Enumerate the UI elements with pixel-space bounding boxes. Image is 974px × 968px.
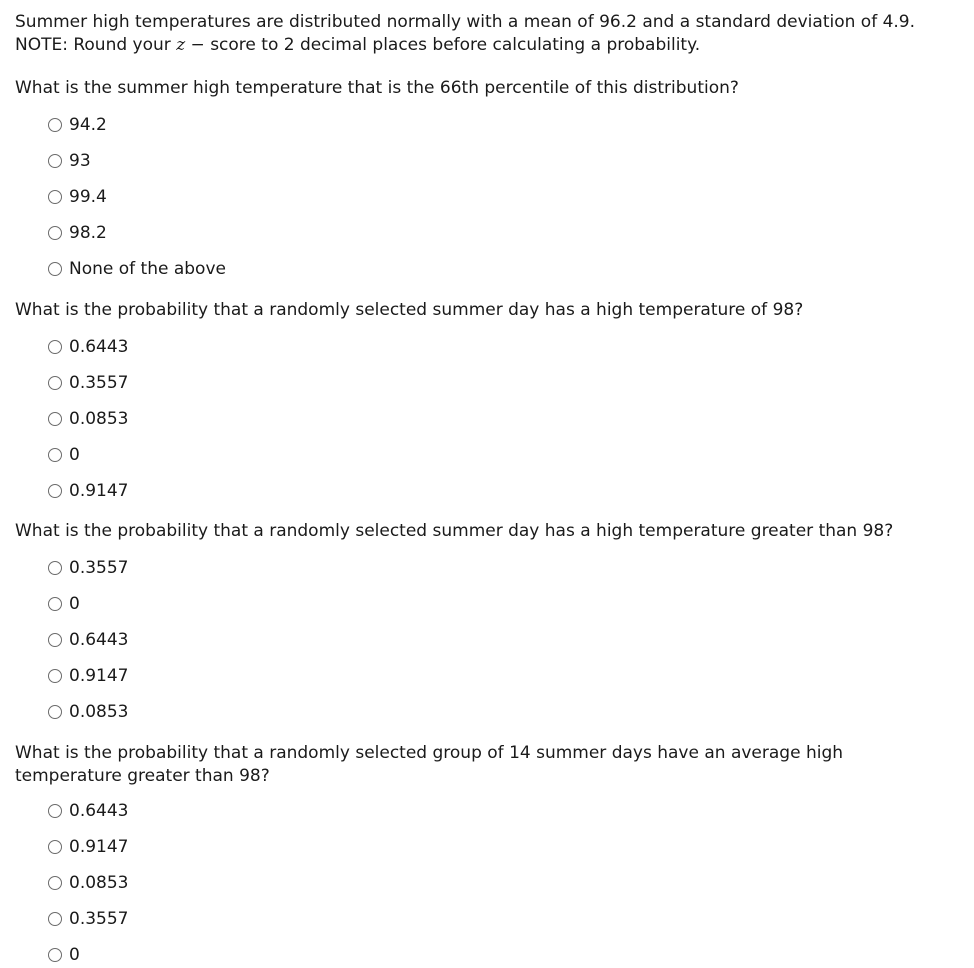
radio-button[interactable] (48, 840, 62, 854)
radio-button[interactable] (48, 597, 62, 611)
option-label: 0 (69, 945, 80, 965)
radio-button[interactable] (48, 633, 62, 647)
option-label: 99.4 (69, 187, 107, 207)
question-4-text-line-1: What is the probability that a randomly selected group of 14 summer days have an average high (15, 743, 844, 763)
radio-button[interactable] (48, 412, 62, 426)
q2-option-3[interactable] (48, 407, 128, 431)
q2-option-2[interactable] (48, 371, 128, 395)
z-variable: z − (176, 35, 211, 55)
option-label: 0.9147 (69, 481, 129, 501)
q3-option-3[interactable] (48, 628, 128, 652)
q1-option-2[interactable] (48, 149, 91, 173)
problem-intro (15, 11, 965, 57)
question-3 (15, 520, 955, 543)
radio-button[interactable] (48, 154, 62, 168)
radio-button[interactable] (48, 340, 62, 354)
intro-line-2-suffix: score to 2 decimal places before calculating a probability. (210, 35, 701, 55)
q3-option-1[interactable] (48, 556, 128, 580)
radio-button[interactable] (48, 262, 62, 276)
q4-option-2[interactable] (48, 835, 128, 859)
question-4-text-line-2: temperature greater than 98? (15, 766, 270, 786)
q3-option-4[interactable] (48, 664, 128, 688)
intro-line-2-prefix: NOTE: Round your (15, 35, 177, 55)
option-label: 94.2 (69, 115, 107, 135)
radio-button[interactable] (48, 912, 62, 926)
option-label: 0.6443 (69, 337, 129, 357)
question-1 (15, 77, 955, 100)
q3-option-5[interactable] (48, 700, 128, 724)
q1-option-5[interactable] (48, 257, 226, 281)
q4-option-1[interactable] (48, 799, 128, 823)
q4-option-3[interactable] (48, 871, 128, 895)
option-label: 0.9147 (69, 837, 129, 857)
intro-line-2 (15, 34, 965, 57)
option-label: None of the above (69, 259, 226, 279)
question-2 (15, 299, 955, 322)
radio-button[interactable] (48, 561, 62, 575)
option-label: 0.6443 (69, 630, 129, 650)
radio-button[interactable] (48, 118, 62, 132)
option-label: 98.2 (69, 223, 107, 243)
question-1-text: What is the summer high temperature that is the 66th percentile of this distribution? (15, 78, 739, 98)
radio-button[interactable] (48, 226, 62, 240)
question-4 (15, 742, 955, 788)
q1-option-4[interactable] (48, 221, 107, 245)
radio-button[interactable] (48, 705, 62, 719)
radio-button[interactable] (48, 669, 62, 683)
q4-option-4[interactable] (48, 907, 128, 931)
q3-option-2[interactable] (48, 592, 80, 616)
q2-option-1[interactable] (48, 335, 128, 359)
option-label: 0.0853 (69, 702, 129, 722)
radio-button[interactable] (48, 484, 62, 498)
q4-option-5[interactable] (48, 943, 80, 967)
option-label: 0.3557 (69, 373, 129, 393)
option-label: 0 (69, 594, 80, 614)
option-label: 93 (69, 151, 91, 171)
question-2-text: What is the probability that a randomly selected summer day has a high temperature of 98? (15, 300, 804, 320)
option-label: 0.3557 (69, 909, 129, 929)
option-label: 0.3557 (69, 558, 129, 578)
q1-option-1[interactable] (48, 113, 107, 137)
radio-button[interactable] (48, 876, 62, 890)
option-label: 0.6443 (69, 801, 129, 821)
radio-button[interactable] (48, 190, 62, 204)
option-label: 0.9147 (69, 666, 129, 686)
radio-button[interactable] (48, 448, 62, 462)
option-label: 0.0853 (69, 409, 129, 429)
radio-button[interactable] (48, 804, 62, 818)
question-3-text: What is the probability that a randomly selected summer day has a high temperature greater than 98? (15, 521, 894, 541)
radio-button[interactable] (48, 948, 62, 962)
intro-line-1: Summer high temperatures are distributed normally with a mean of 96.2 and a standard deviation of 4.9. (15, 12, 916, 32)
radio-button[interactable] (48, 376, 62, 390)
option-label: 0.0853 (69, 873, 129, 893)
q1-option-3[interactable] (48, 185, 107, 209)
q2-option-5[interactable] (48, 479, 128, 503)
q2-option-4[interactable] (48, 443, 80, 467)
option-label: 0 (69, 445, 80, 465)
